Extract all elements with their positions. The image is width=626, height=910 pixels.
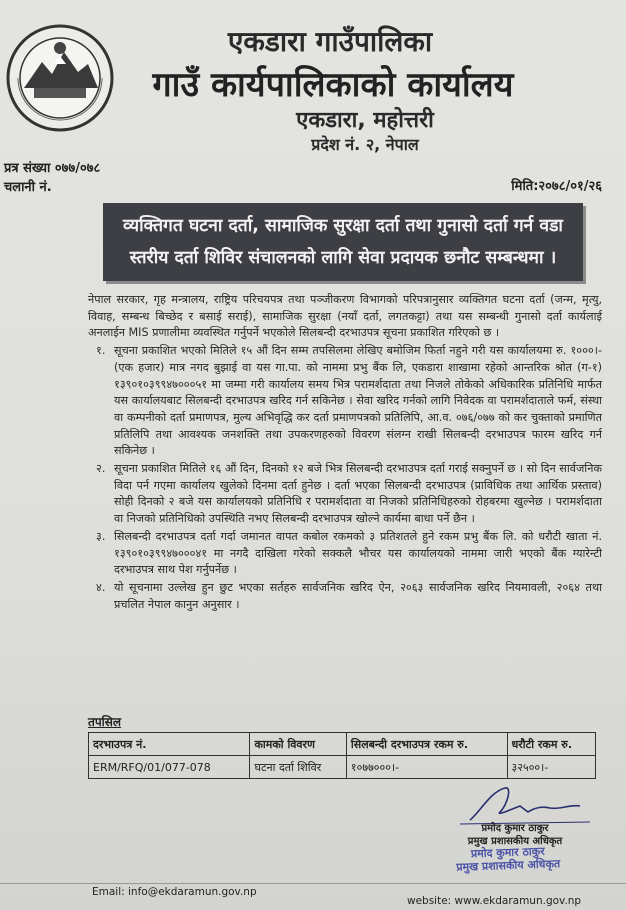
signatory-name: प्रमोद कुमार ठाकुर <box>481 823 549 834</box>
intro-paragraph: नेपाल सरकार, गृह मन्त्रालय, राष्ट्रिय परिचयपत्र तथा पञ्जीकरण विभागको परिपत्रानुसार व्यक्तिगत घटना दर्ता (जन्म, मृत्यु, विवाह, सम्बन्ध बिच्छेद र बसाई सराई), सामाजिक सुरक्षा (नयाँ दर्ता, लगतकट्टा) तथा यस सम्बन्धी गुनासो दर्ता कार्यलाई अनलाईन MIS प्रणालीमा व्यवस्थित गर्नुपर्ने भएकोले सिलबन्दी दरभाउपत्र सूचना प्रकाशित गरिएको छ । <box>88 293 602 340</box>
subject-line-2: स्तरीय दर्ता शिविर संचालनको लागि सेवा प्रदायक छनौट सम्बन्धमा । <box>129 248 557 268</box>
footer-website: website: www.ekdaramun.gov.np <box>407 895 582 907</box>
item-text: सूचना प्रकाशित मितिले १६ औं दिन, दिनको १२ बजे भित्र सिलबन्दी दरभाउपत्र दर्ता गराई सक्नुपर्ने छ । सो दिन सार्वजनिक विदा पर्न गएमा कार्यालय खुलेको दिनमा दर्ता हुनेछ । दर्ता भएका सिलबन्दी दरभाउपत्र (प्राविधिक तथा आर्थिक प्रस्ताव) सोही दिनको २ बजे यस कार्यालयको प्रतिनिधि र परामर्शदाता वा निजको प्रतिनिधिहरुको रोहबरमा खुल्नेछ । परामर्शदाता वा निजको प्रतिनिधिको उपस्थिति नभए सिलबन्दी दरभाउपत्र खोल्ने कार्यमा बाधा पर्ने छैन । <box>114 462 602 526</box>
item-number: २. <box>96 462 106 476</box>
item-number: ४. <box>96 580 106 594</box>
table-header-cell: कामको विवरण <box>250 733 346 756</box>
table-cell: घटना दर्ता शिविर <box>250 756 346 779</box>
table-row <box>89 756 596 779</box>
signatory-title: प्रमुख प्रशासकीय अधिकृत <box>467 836 563 847</box>
table-header-cell: धरौटी रकम रु. <box>507 733 595 756</box>
list-item <box>88 580 602 613</box>
handwritten-signature <box>450 782 600 827</box>
office-name: गाउँ कार्यपालिकाको कार्यालय <box>152 65 514 105</box>
stamp-name: प्रमोद कुमार ठाकुर <box>470 844 545 861</box>
table-header-cell: सिलबन्दी दरभाउपत्र रकम रु. <box>346 733 507 756</box>
list-item <box>88 461 602 528</box>
table-cell: ३२५००।- <box>507 756 595 779</box>
item-text: यो सूचनामा उल्लेख हुन छुट भएका सर्तहरु सार्वजनिक खरिद ऐन, २०६३ सार्वजनिक खरिद नियमावली, २०६४ तथा प्रचलित नेपाल कानुन अनुसार । <box>114 580 602 611</box>
dispatch-number: चलानी नं. <box>4 180 52 195</box>
footer-divider <box>0 883 626 884</box>
municipality-name: एकडारा गाउँपालिका <box>227 25 433 58</box>
signatory-block <box>425 822 605 848</box>
municipality-logo <box>4 22 116 134</box>
province-line: प्रदेश नं. २, नेपाल <box>311 135 419 154</box>
item-text: सिलबन्दी दरभाउपत्र दर्ता गर्दा जमानत वापत कबोल रकमको ३ प्रतिशतले हुने रकम प्रभु बैंक लि. को धरौटी खाता नं. १३९०१०३९९४७०००४१ मा नगदै दाखिला गरेको सक्कलै भौचर यस कार्यालयको नाममा जारी भएको बैंक ग्यारेन्टी दरभाउपत्र साथ पेश गर्नुपर्नेछ । <box>114 529 602 577</box>
table-header-row <box>89 733 596 756</box>
notice-body <box>88 292 602 613</box>
subject-line-1: व्यक्तिगत घटना दर्ता, सामाजिक सुरक्षा दर्ता तथा गुनासो दर्ता गर्न वडा <box>123 216 563 236</box>
details-table <box>88 732 596 779</box>
list-item <box>88 529 602 579</box>
details-heading: तपसिल <box>88 715 122 729</box>
table-header-cell: दरभाउपत्र नं. <box>89 733 250 756</box>
item-number: ३. <box>96 529 106 543</box>
subject-banner <box>103 203 583 281</box>
table-cell: १०७७०००।- <box>346 756 507 779</box>
footer-email: Email: info@ekdaramun.gov.np <box>92 886 257 898</box>
list-item <box>88 343 602 460</box>
item-number: १. <box>96 344 106 358</box>
stamp-title: प्रमुख प्रशासकीय अधिकृत <box>456 857 561 874</box>
letter-number: प्रत्र संख्या ०७७/०७८ <box>4 161 101 176</box>
office-address: एकडारा, महोत्तरी <box>296 108 434 133</box>
official-stamp <box>438 844 579 875</box>
item-text: सूचना प्रकाशित भएको मितिले १५ औं दिन सम्म तपसिलमा लेखिए बमोजिम फिर्ता नहुने गरी यस कार्यालयमा रु. १०००।- (एक हजार) मात्र नगद बुझाई वा यस गा.पा. को नाममा प्रभु बैंक लि, एकडारा शाखामा रहेको आन्तरिक श्रोत (ग-१) १३९०१०३९९४७०००५१ मा जम्मा गरी कार्यालय समय भित्र परामर्शदाता तथा निजले तोकेको अधिकारिक प्रतिनिधि मार्फत यस कार्यालयबाट सिलबन्दी दरभाउपत्र खरिद गर्न सकिनेछ । सेवा खरिद गर्नको लागि निवेदक वा परामर्शदाताले फर्म, संस्था वा कम्पनीको दर्ता प्रमाणपत्र, मुल्य अभिवृद्धि कर दर्ता प्रमाणपत्रको प्रतिलिपि, आ.व. ०७६/०७७ को कर चुक्ताको प्रमाणित प्रतिलिपि तथा आवश्यक जनशक्ति तथा उपकरणहरुको विवरण संलग्न राखी सिलबन्दी दरभाउपत्र फारम खरिद गर्न सकिनेछ । <box>114 344 602 458</box>
letter-date: मिति:२०७८/०१/२६ <box>511 179 602 194</box>
table-cell: ERM/RFQ/01/077-078 <box>89 756 250 779</box>
